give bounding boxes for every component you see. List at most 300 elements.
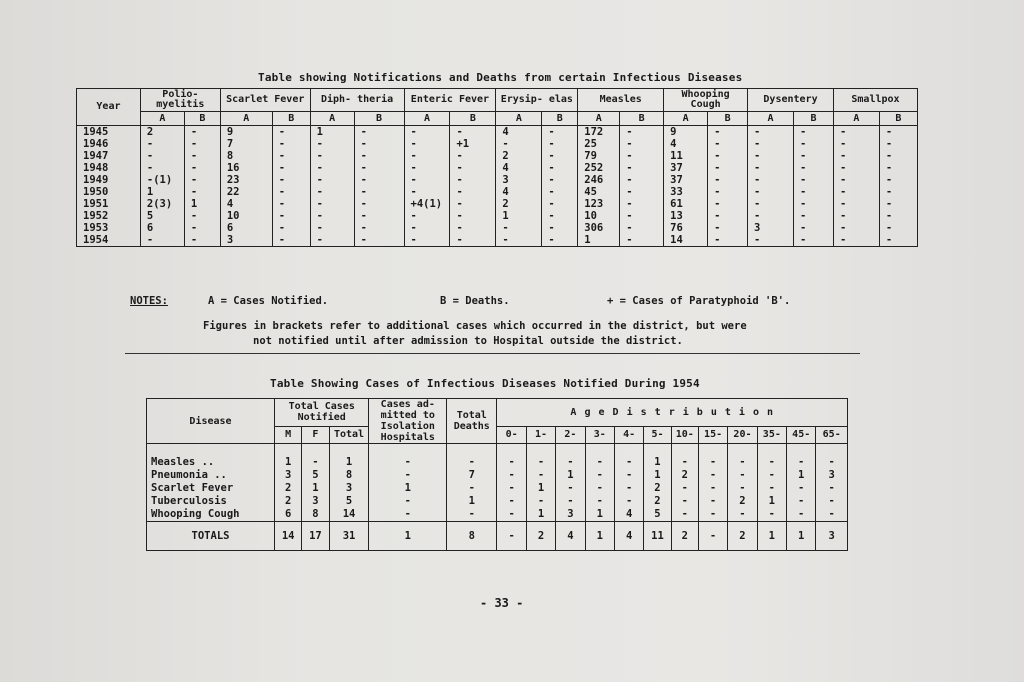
value-cell: -: [542, 198, 578, 210]
value-cell: -: [620, 210, 664, 222]
sub-header: A: [578, 112, 620, 126]
disease-header: Measles: [578, 89, 664, 112]
table-row: [147, 456, 848, 469]
value-cell: -: [671, 482, 698, 495]
value-cell: -: [816, 456, 848, 469]
total-cases-header: Total Cases Notified: [275, 399, 369, 427]
value-cell: 5: [140, 210, 184, 222]
value-cell: -: [620, 138, 664, 150]
disease-header: Polio- myelitis: [140, 89, 220, 112]
value-cell: -: [748, 234, 794, 247]
total-value-cell: 2: [728, 522, 757, 551]
value-cell: -: [748, 186, 794, 198]
value-cell: 6: [220, 222, 272, 234]
table-row: [77, 126, 918, 139]
disease-cell: Tuberculosis: [147, 495, 275, 508]
value-cell: -: [310, 174, 354, 186]
value-cell: -: [526, 495, 555, 508]
value-cell: -: [833, 174, 879, 186]
value-cell: -: [708, 234, 748, 247]
value-cell: 2: [496, 150, 542, 162]
sub-header: B: [272, 112, 310, 126]
value-cell: 14: [664, 234, 708, 247]
spacer-cell: [556, 444, 585, 457]
value-cell: -: [354, 126, 404, 139]
table-row: [77, 174, 918, 186]
value-cell: -: [354, 198, 404, 210]
value-cell: 1: [496, 210, 542, 222]
year-header: Year: [77, 89, 141, 126]
value-cell: -: [310, 150, 354, 162]
value-cell: 5: [644, 508, 671, 522]
value-cell: 1: [369, 482, 447, 495]
sub-header: B: [354, 112, 404, 126]
note-line1: Figures in brackets refer to additional cases which occurred in the district, but were: [203, 320, 747, 332]
value-cell: -: [614, 482, 643, 495]
value-cell: 13: [664, 210, 708, 222]
value-cell: -: [748, 210, 794, 222]
value-cell: 25: [578, 138, 620, 150]
age-band-header: 2-: [556, 426, 585, 443]
value-cell: -: [748, 198, 794, 210]
value-cell: -: [354, 234, 404, 247]
value-cell: -: [620, 186, 664, 198]
value-cell: -: [354, 186, 404, 198]
value-cell: -: [794, 138, 834, 150]
table2-title: Table Showing Cases of Infectious Diseases Notified During 1954: [270, 377, 700, 390]
table-row: [147, 508, 848, 522]
age-band-header: 4-: [614, 426, 643, 443]
value-cell: 1: [275, 456, 302, 469]
value-cell: 123: [578, 198, 620, 210]
note-b: B = Deaths.: [440, 295, 510, 307]
value-cell: +4(1): [404, 198, 450, 210]
table-row: [147, 495, 848, 508]
value-cell: -: [184, 138, 220, 150]
value-cell: -: [272, 222, 310, 234]
value-cell: -: [272, 150, 310, 162]
value-cell: -: [585, 495, 614, 508]
value-cell: 9: [220, 126, 272, 139]
value-cell: 2: [644, 482, 671, 495]
age-band-header: 3-: [585, 426, 614, 443]
value-cell: 1: [578, 234, 620, 247]
value-cell: -: [728, 469, 757, 482]
age-distribution-header: A g e D i s t r i b u t i o n: [497, 399, 848, 427]
disease-cell: Scarlet Fever: [147, 482, 275, 495]
value-cell: -: [497, 469, 526, 482]
spacer-cell: [275, 444, 302, 457]
value-cell: -: [404, 234, 450, 247]
value-cell: -: [833, 126, 879, 139]
value-cell: -: [354, 222, 404, 234]
total-value-cell: 11: [644, 522, 671, 551]
value-cell: -: [794, 150, 834, 162]
value-cell: -: [698, 456, 727, 469]
value-cell: 37: [664, 162, 708, 174]
table-row: [77, 150, 918, 162]
value-cell: 1: [787, 469, 816, 482]
value-cell: -: [708, 198, 748, 210]
value-cell: -: [354, 174, 404, 186]
value-cell: -: [833, 162, 879, 174]
value-cell: 2: [644, 495, 671, 508]
value-cell: -: [184, 150, 220, 162]
value-cell: 172: [578, 126, 620, 139]
value-cell: 9: [664, 126, 708, 139]
spacer-cell: [585, 444, 614, 457]
value-cell: 22: [220, 186, 272, 198]
value-cell: -: [404, 138, 450, 150]
female-header: F: [302, 426, 329, 443]
value-cell: -: [620, 222, 664, 234]
value-cell: -: [879, 222, 917, 234]
page-number: - 33 -: [480, 596, 524, 610]
value-cell: 3: [220, 234, 272, 247]
value-cell: 79: [578, 150, 620, 162]
value-cell: -: [708, 186, 748, 198]
value-cell: -: [748, 174, 794, 186]
value-cell: 4: [614, 508, 643, 522]
value-cell: 2(3): [140, 198, 184, 210]
value-cell: 3: [302, 495, 329, 508]
value-cell: -: [620, 150, 664, 162]
value-cell: -: [620, 234, 664, 247]
spacer-row: [147, 444, 848, 457]
value-cell: -: [556, 456, 585, 469]
value-cell: -: [708, 174, 748, 186]
value-cell: 4: [496, 186, 542, 198]
total-value-cell: -: [698, 522, 727, 551]
value-cell: -: [542, 162, 578, 174]
spacer-cell: [447, 444, 497, 457]
year-cell: 1947: [77, 150, 141, 162]
total-value-cell: -: [497, 522, 526, 551]
value-cell: 1: [310, 126, 354, 139]
value-cell: 3: [329, 482, 369, 495]
value-cell: 1: [447, 495, 497, 508]
value-cell: -: [748, 150, 794, 162]
spacer-cell: [329, 444, 369, 457]
value-cell: -: [879, 126, 917, 139]
disease-cell: Measles ..: [147, 456, 275, 469]
value-cell: -: [272, 174, 310, 186]
value-cell: 7: [220, 138, 272, 150]
disease-header: Smallpox: [833, 89, 917, 112]
value-cell: 8: [302, 508, 329, 522]
value-cell: -: [272, 186, 310, 198]
sub-header: A: [404, 112, 450, 126]
admitted-header: Cases ad- mitted to Isolation Hospitals: [369, 399, 447, 444]
value-cell: -: [184, 162, 220, 174]
value-cell: -: [310, 222, 354, 234]
value-cell: 1: [757, 495, 786, 508]
value-cell: -: [369, 495, 447, 508]
total-deaths-header: Total Deaths: [447, 399, 497, 444]
sub-header: A: [748, 112, 794, 126]
value-cell: 11: [664, 150, 708, 162]
value-cell: -: [748, 162, 794, 174]
value-cell: -: [879, 138, 917, 150]
value-cell: -: [794, 174, 834, 186]
value-cell: -: [184, 186, 220, 198]
value-cell: -: [354, 138, 404, 150]
value-cell: -: [272, 210, 310, 222]
value-cell: -: [272, 198, 310, 210]
value-cell: -: [140, 234, 184, 247]
total-value-cell: 31: [329, 522, 369, 551]
value-cell: -: [450, 150, 496, 162]
sub-header: B: [708, 112, 748, 126]
value-cell: -: [542, 174, 578, 186]
value-cell: -: [404, 126, 450, 139]
total-value-cell: 14: [275, 522, 302, 551]
value-cell: -: [272, 126, 310, 139]
divider-line: [125, 353, 860, 354]
total-value-cell: 4: [614, 522, 643, 551]
value-cell: -: [620, 198, 664, 210]
table-row: [77, 198, 918, 210]
value-cell: -: [450, 174, 496, 186]
table-row: [77, 138, 918, 150]
value-cell: -: [272, 138, 310, 150]
value-cell: 76: [664, 222, 708, 234]
value-cell: -: [450, 210, 496, 222]
value-cell: 37: [664, 174, 708, 186]
value-cell: 1: [140, 186, 184, 198]
spacer-cell: [698, 444, 727, 457]
year-cell: 1950: [77, 186, 141, 198]
value-cell: -: [404, 210, 450, 222]
value-cell: -: [369, 469, 447, 482]
value-cell: 45: [578, 186, 620, 198]
total-value-cell: 1: [757, 522, 786, 551]
value-cell: 23: [220, 174, 272, 186]
value-cell: -: [140, 150, 184, 162]
spacer-cell: [787, 444, 816, 457]
spacer-cell: [497, 444, 526, 457]
value-cell: -: [542, 222, 578, 234]
value-cell: -: [879, 174, 917, 186]
value-cell: -: [556, 482, 585, 495]
value-cell: -: [184, 210, 220, 222]
value-cell: -(1): [140, 174, 184, 186]
total-value-cell: 17: [302, 522, 329, 551]
value-cell: 1: [644, 456, 671, 469]
value-cell: -: [708, 162, 748, 174]
value-cell: -: [833, 138, 879, 150]
sub-header: A: [664, 112, 708, 126]
value-cell: -: [833, 234, 879, 247]
age-band-header: 35-: [757, 426, 786, 443]
value-cell: 5: [329, 495, 369, 508]
total-value-cell: 4: [556, 522, 585, 551]
total-value-cell: 3: [816, 522, 848, 551]
total-header: Total: [329, 426, 369, 443]
value-cell: -: [794, 222, 834, 234]
sub-header: B: [620, 112, 664, 126]
age-band-header: 15-: [698, 426, 727, 443]
value-cell: 1: [556, 469, 585, 482]
value-cell: -: [450, 222, 496, 234]
value-cell: -: [542, 138, 578, 150]
totals-row: [147, 522, 848, 551]
male-header: M: [275, 426, 302, 443]
total-value-cell: 1: [787, 522, 816, 551]
value-cell: -: [794, 198, 834, 210]
year-cell: 1945: [77, 126, 141, 139]
value-cell: -: [354, 150, 404, 162]
value-cell: -: [404, 162, 450, 174]
value-cell: -: [879, 162, 917, 174]
value-cell: -: [369, 456, 447, 469]
age-band-header: 5-: [644, 426, 671, 443]
value-cell: 61: [664, 198, 708, 210]
value-cell: -: [140, 162, 184, 174]
value-cell: -: [614, 469, 643, 482]
value-cell: 1: [526, 508, 555, 522]
table-row: [77, 162, 918, 174]
value-cell: 10: [220, 210, 272, 222]
value-cell: -: [542, 234, 578, 247]
notifications-deaths-table: [76, 88, 918, 247]
table-row: [77, 222, 918, 234]
disease-header: Scarlet Fever: [220, 89, 310, 112]
value-cell: -: [833, 150, 879, 162]
disease-cell: Pneumonia ..: [147, 469, 275, 482]
value-cell: -: [787, 456, 816, 469]
value-cell: -: [310, 162, 354, 174]
spacer-cell: [671, 444, 698, 457]
value-cell: 4: [220, 198, 272, 210]
sub-header: B: [450, 112, 496, 126]
spacer-cell: [644, 444, 671, 457]
value-cell: -: [447, 482, 497, 495]
value-cell: -: [542, 150, 578, 162]
table-row: [147, 482, 848, 495]
spacer-cell: [816, 444, 848, 457]
age-band-header: 10-: [671, 426, 698, 443]
value-cell: -: [614, 456, 643, 469]
spacer-cell: [526, 444, 555, 457]
value-cell: -: [497, 456, 526, 469]
value-cell: -: [447, 456, 497, 469]
sub-header: B: [184, 112, 220, 126]
value-cell: -: [748, 138, 794, 150]
value-cell: -: [450, 126, 496, 139]
sub-header: A: [833, 112, 879, 126]
value-cell: -: [708, 126, 748, 139]
sub-header: A: [496, 112, 542, 126]
value-cell: -: [369, 508, 447, 522]
value-cell: -: [728, 482, 757, 495]
total-value-cell: 2: [526, 522, 555, 551]
age-distribution-table: [146, 398, 848, 551]
value-cell: -: [450, 234, 496, 247]
value-cell: 3: [748, 222, 794, 234]
value-cell: 8: [329, 469, 369, 482]
value-cell: -: [787, 508, 816, 522]
value-cell: 2: [275, 495, 302, 508]
value-cell: 4: [496, 126, 542, 139]
value-cell: 14: [329, 508, 369, 522]
value-cell: -: [757, 469, 786, 482]
value-cell: -: [794, 126, 834, 139]
value-cell: -: [542, 186, 578, 198]
value-cell: 3: [556, 508, 585, 522]
disease-header: Enteric Fever: [404, 89, 496, 112]
table1-title: Table showing Notifications and Deaths from certain Infectious Diseases: [258, 71, 743, 84]
spacer-cell: [728, 444, 757, 457]
disease-col-header: Disease: [147, 399, 275, 444]
value-cell: -: [184, 234, 220, 247]
value-cell: -: [708, 210, 748, 222]
value-cell: -: [354, 210, 404, 222]
value-cell: -: [833, 222, 879, 234]
value-cell: -: [879, 150, 917, 162]
value-cell: -: [585, 482, 614, 495]
value-cell: 6: [140, 222, 184, 234]
value-cell: 8: [220, 150, 272, 162]
sub-header: A: [310, 112, 354, 126]
spacer-cell: [614, 444, 643, 457]
value-cell: -: [879, 186, 917, 198]
value-cell: 5: [302, 469, 329, 482]
value-cell: -: [671, 508, 698, 522]
value-cell: -: [497, 508, 526, 522]
value-cell: 306: [578, 222, 620, 234]
value-cell: -: [496, 222, 542, 234]
sub-header: B: [879, 112, 917, 126]
value-cell: 3: [275, 469, 302, 482]
value-cell: -: [542, 126, 578, 139]
value-cell: 7: [447, 469, 497, 482]
value-cell: -: [526, 456, 555, 469]
value-cell: -: [833, 186, 879, 198]
table-row: [147, 469, 848, 482]
value-cell: -: [698, 469, 727, 482]
value-cell: -: [585, 456, 614, 469]
age-band-header: 0-: [497, 426, 526, 443]
total-value-cell: 1: [585, 522, 614, 551]
value-cell: -: [671, 495, 698, 508]
disease-header: Whooping Cough: [664, 89, 748, 112]
value-cell: -: [310, 198, 354, 210]
value-cell: -: [787, 482, 816, 495]
year-cell: 1952: [77, 210, 141, 222]
value-cell: 1: [302, 482, 329, 495]
value-cell: -: [542, 210, 578, 222]
value-cell: +1: [450, 138, 496, 150]
value-cell: -: [708, 138, 748, 150]
value-cell: -: [310, 186, 354, 198]
disease-cell: Whooping Cough: [147, 508, 275, 522]
total-value-cell: 8: [447, 522, 497, 551]
disease-header: Erysip- elas: [496, 89, 578, 112]
value-cell: -: [310, 234, 354, 247]
value-cell: -: [184, 126, 220, 139]
value-cell: 3: [816, 469, 848, 482]
value-cell: -: [620, 162, 664, 174]
value-cell: -: [794, 186, 834, 198]
value-cell: -: [404, 150, 450, 162]
value-cell: -: [708, 150, 748, 162]
value-cell: -: [310, 138, 354, 150]
value-cell: 2: [496, 198, 542, 210]
disease-header: Diph- theria: [310, 89, 404, 112]
value-cell: -: [585, 469, 614, 482]
value-cell: 3: [496, 174, 542, 186]
